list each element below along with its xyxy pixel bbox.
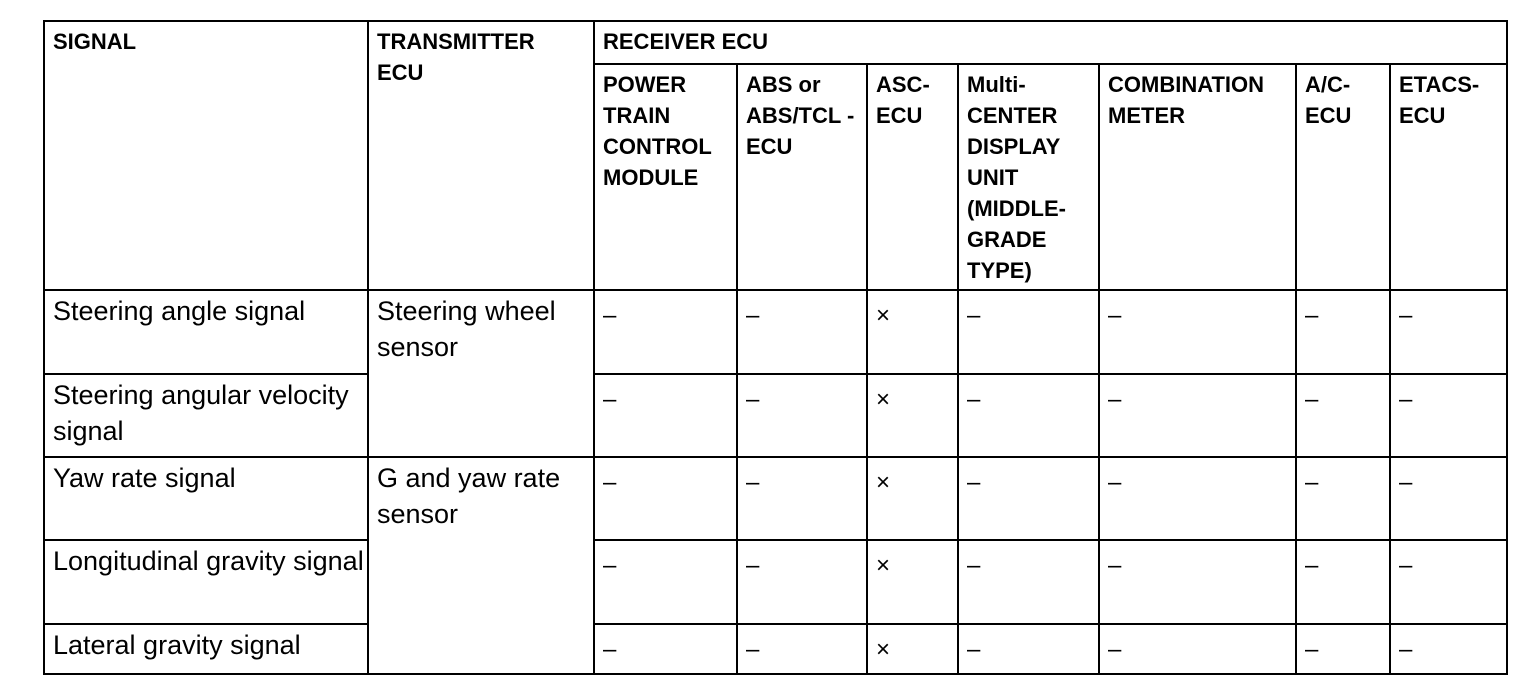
header-power-train-control-module — [594, 64, 737, 290]
receiver-cell: – — [737, 624, 867, 674]
receiver-cell: – — [1390, 290, 1507, 374]
table-row — [44, 457, 1507, 540]
receiver-cell: – — [1390, 374, 1507, 457]
signal-name: Lateral gravity signal — [44, 624, 368, 674]
receiver-cell: – — [1099, 374, 1296, 457]
receiver-cell: – — [737, 457, 867, 540]
receiver-cell: – — [958, 457, 1099, 540]
header-multi-center-display-unit — [958, 64, 1099, 290]
header-receiver-label: ASC-ECU — [876, 72, 930, 128]
table-row — [44, 624, 1507, 674]
header-etacs-ecu — [1390, 64, 1507, 290]
signal-name: Steering angle signal — [44, 290, 368, 374]
receiver-cell: – — [594, 290, 737, 374]
header-receiver-label: ETACS-ECU — [1399, 72, 1480, 128]
header-receiver-label: COMBINATION METER — [1108, 72, 1265, 128]
receiver-cell: – — [1390, 540, 1507, 624]
transmitter-ecu: G and yaw rate sensor — [368, 457, 594, 674]
receiver-cell: – — [1296, 290, 1390, 374]
header-receiver-label: Multi-CENTER DISPLAY UNIT (MIDDLE-GRADE TYPE) — [967, 72, 1066, 283]
receiver-cell: × — [867, 374, 958, 457]
receiver-cell: – — [1296, 457, 1390, 540]
signal-name: Longitudinal gravity signal — [44, 540, 368, 624]
header-transmitter-label: TRANSMITTER ECU — [377, 29, 535, 85]
receiver-cell: – — [1390, 624, 1507, 674]
table-row — [44, 540, 1507, 624]
receiver-cell: – — [594, 457, 737, 540]
header-asc-ecu — [867, 64, 958, 290]
header-receiver-ecu: RECEIVER ECU — [594, 21, 1507, 64]
header-abs-tcl-ecu — [737, 64, 867, 290]
signal-name: Steering angular velocity signal — [44, 374, 368, 457]
header-transmitter-ecu — [368, 21, 594, 290]
receiver-cell: – — [594, 540, 737, 624]
signal-name: Yaw rate signal — [44, 457, 368, 540]
receiver-cell: – — [958, 624, 1099, 674]
signal-table — [43, 20, 1508, 675]
header-ac-ecu — [1296, 64, 1390, 290]
table-row — [44, 374, 1507, 457]
header-combination-meter — [1099, 64, 1296, 290]
receiver-cell: – — [1296, 624, 1390, 674]
receiver-cell: – — [1099, 624, 1296, 674]
receiver-cell: – — [958, 290, 1099, 374]
header-receiver-label: A/C-ECU — [1305, 72, 1352, 128]
receiver-cell: – — [737, 290, 867, 374]
header-receiver-label: ABS or ABS/TCL -ECU — [746, 72, 855, 159]
receiver-cell: × — [867, 624, 958, 674]
receiver-cell: – — [958, 374, 1099, 457]
receiver-cell: – — [1390, 457, 1507, 540]
receiver-cell: – — [594, 624, 737, 674]
receiver-cell: – — [737, 374, 867, 457]
receiver-cell: × — [867, 457, 958, 540]
header-signal: SIGNAL — [44, 21, 368, 290]
header-receiver-label: POWER TRAIN CONTROL MODULE — [603, 72, 712, 190]
receiver-cell: – — [1296, 374, 1390, 457]
receiver-cell: – — [1099, 290, 1296, 374]
receiver-cell: × — [867, 290, 958, 374]
table-row — [44, 290, 1507, 374]
receiver-cell: – — [1099, 457, 1296, 540]
receiver-cell: – — [594, 374, 737, 457]
receiver-cell: × — [867, 540, 958, 624]
receiver-cell: – — [1099, 540, 1296, 624]
receiver-cell: – — [737, 540, 867, 624]
transmitter-ecu: Steering wheel sensor — [368, 290, 594, 457]
receiver-cell: – — [958, 540, 1099, 624]
receiver-cell: – — [1296, 540, 1390, 624]
